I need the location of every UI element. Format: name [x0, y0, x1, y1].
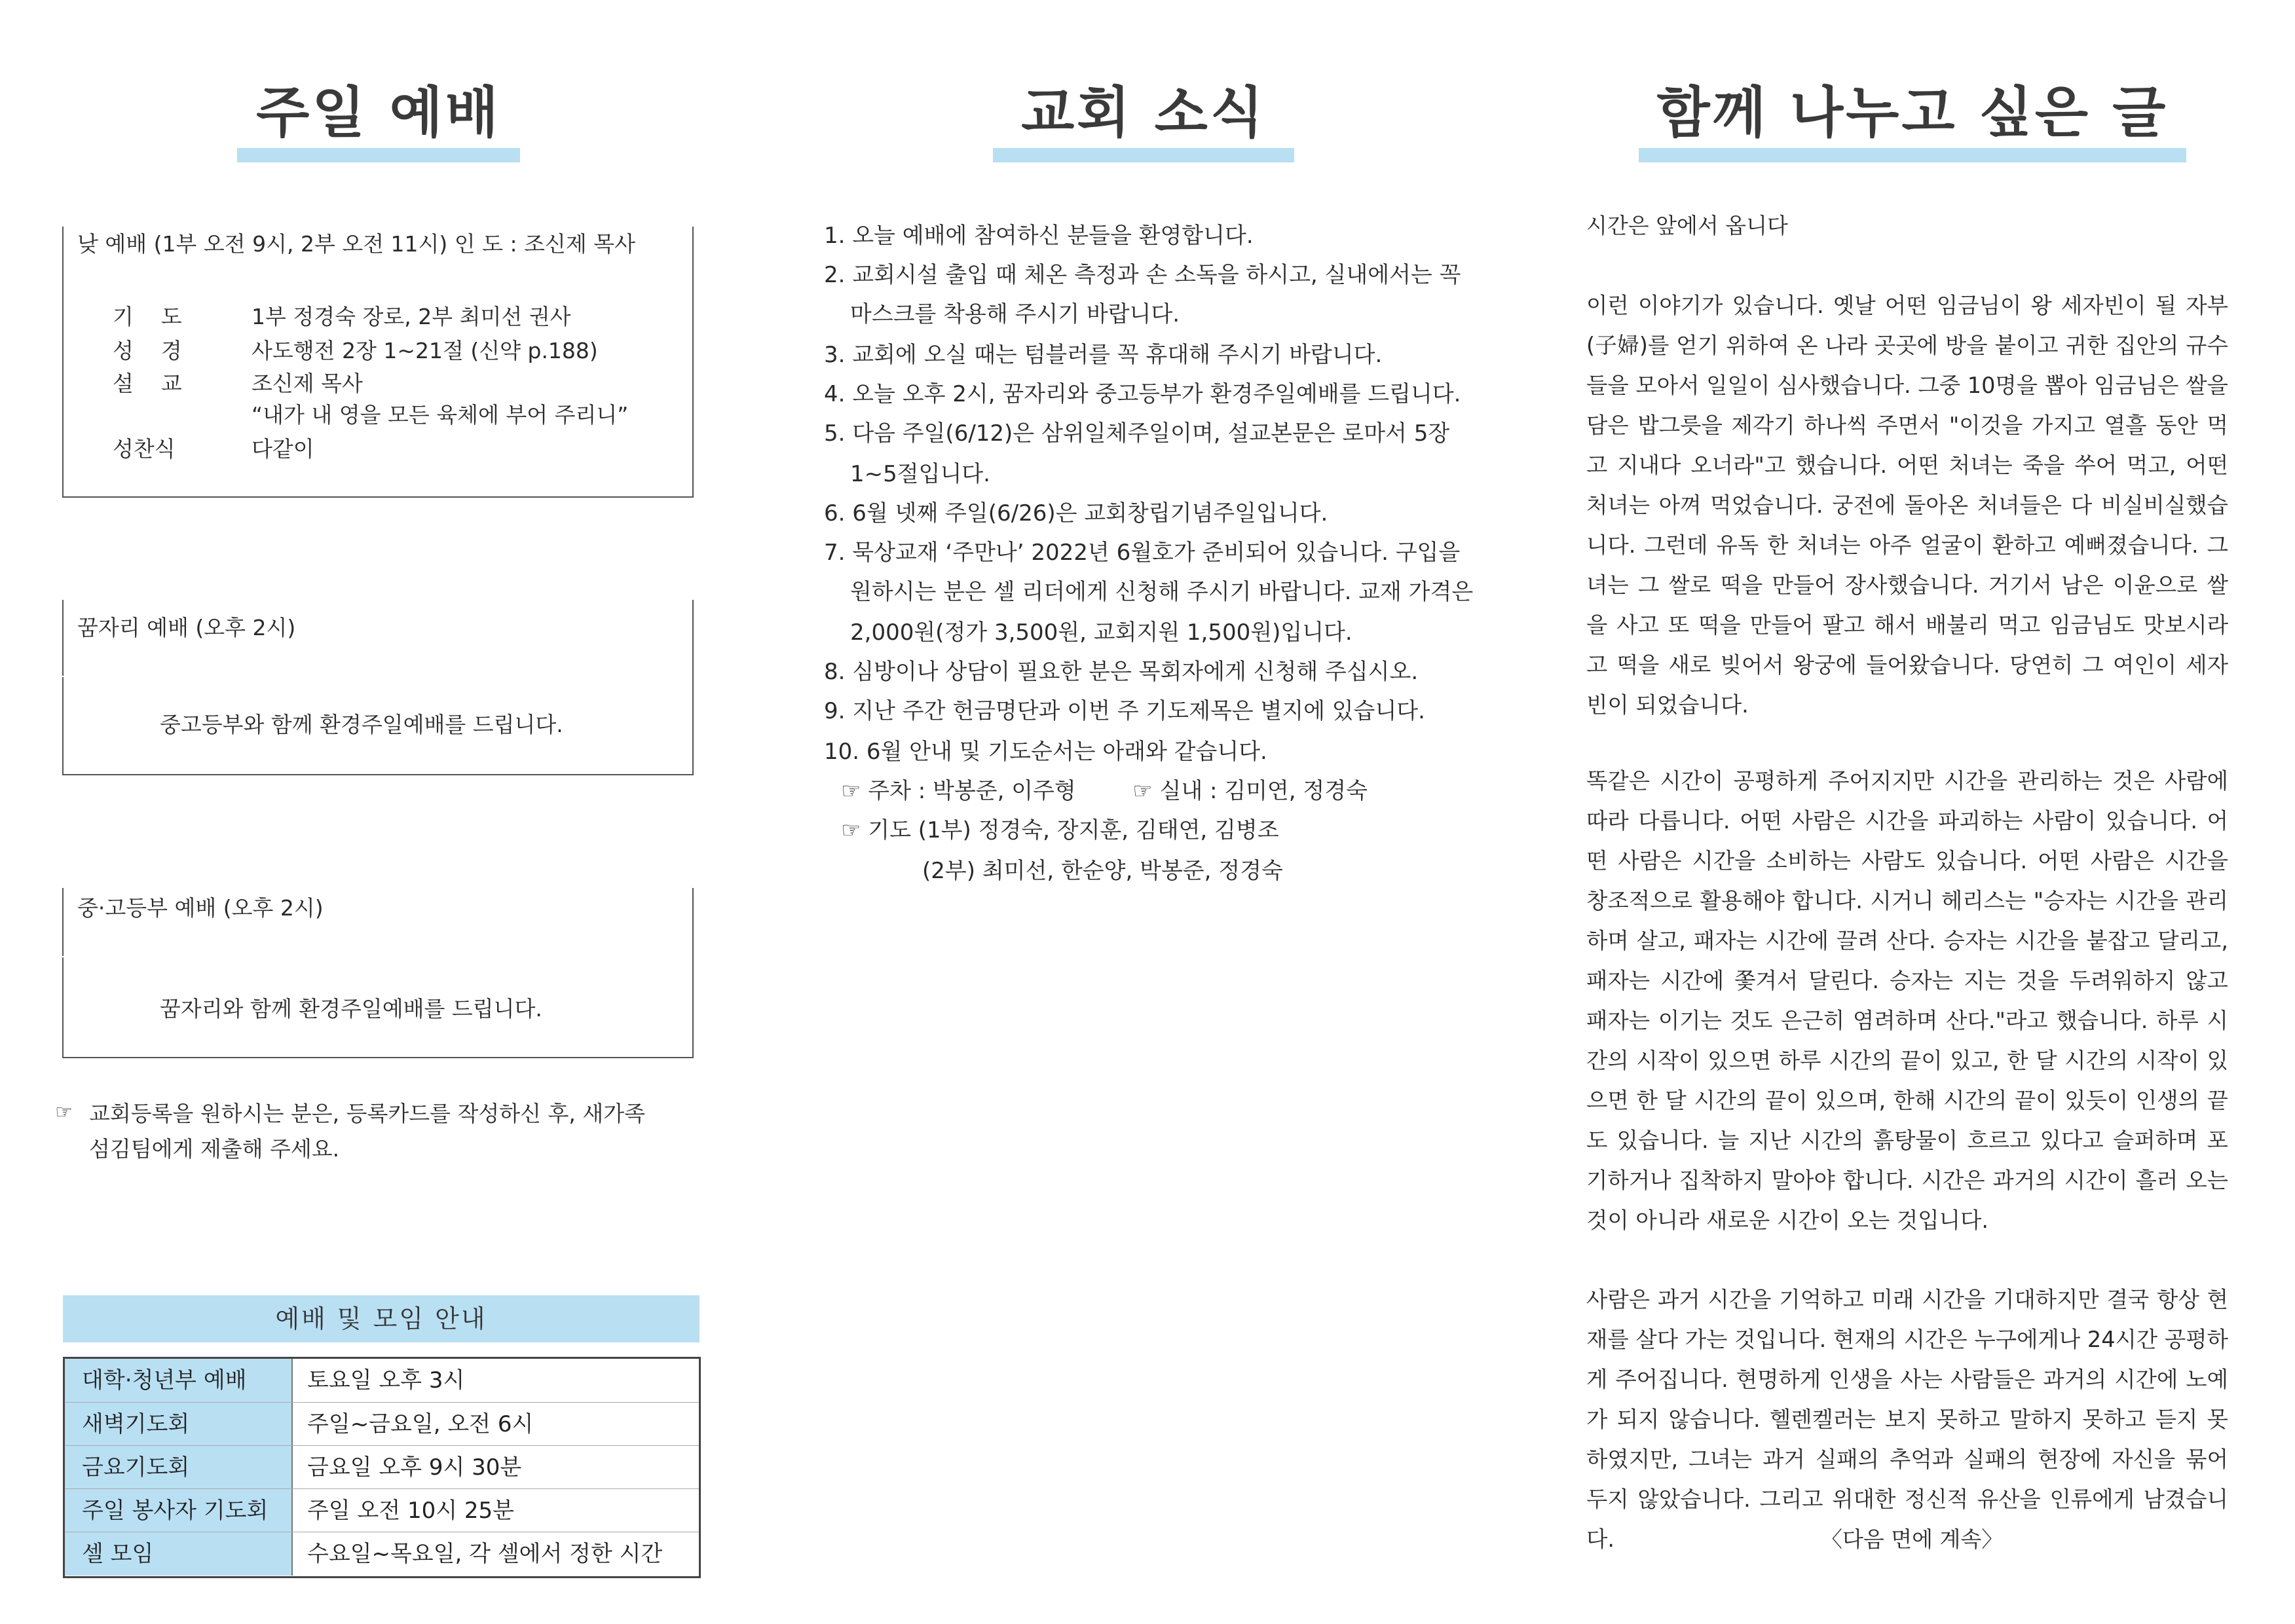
day-worship-header: 낮 예배 (1부 오전 9시, 2부 오전 11시) 인 도 : 조신제 목사 [77, 231, 636, 257]
middle-title-text: 교회 소식 [1021, 81, 1266, 145]
day-worship-label-1: 성 경 [113, 338, 182, 363]
essay-subtitle: 시간은 앞에서 옵니다 [1586, 213, 1788, 238]
youth-box-gap [62, 956, 154, 957]
youth-worship-header: 중·고등부 예배 (오후 2시) [77, 895, 324, 921]
schedule-time: 금요일 오후 9시 30분 [307, 1454, 522, 1481]
news-line-10: 2,000원(정가 3,500원, 교회지원 1,500원)입니다. [850, 619, 1353, 646]
schedule-row [65, 1402, 699, 1446]
news-line-11: 8. 심방이나 상담이 필요한 분은 목회자에게 신청해 주십시오. [824, 659, 1419, 685]
news-line-16: (2부) 최미선, 한순양, 박봉준, 정경숙 [922, 858, 1283, 884]
schedule-time: 토요일 오후 3시 [307, 1367, 465, 1393]
register-note-line1: 교회등록을 원하시는 분은, 등록카드를 작성하신 후, 새가족 [89, 1101, 645, 1126]
news-line-0: 1. 오늘 예배에 참여하신 분들을 환영합니다. [824, 223, 1254, 249]
day-worship-value-4: 다같이 [252, 436, 314, 462]
dream-box-gap [62, 676, 154, 677]
continued-note: 〈다음 면에 계속〉 [1821, 1526, 2004, 1552]
news-line-3: 3. 교회에 오실 때는 텀블러를 꼭 휴대해 주시기 바랍니다. [824, 342, 1383, 368]
day-worship-label-2: 설 교 [113, 371, 182, 396]
news-line-8: 7. 묵상교재 ‘주만나’ 2022년 6월호가 준비되어 있습니다. 구입을 [824, 540, 1461, 566]
left-title-underline [237, 148, 520, 162]
day-worship-value-3: “내가 내 영을 모든 육체에 부어 주리니” [252, 402, 629, 428]
news-line-14: ☞ 주차 : 박봉준, 이주형 ☞ 실내 : 김미연, 정경숙 [841, 778, 1368, 804]
schedule-name: 셀 모임 [65, 1532, 293, 1576]
news-line-4: 4. 오늘 오후 2시, 꿈자리와 중고등부가 환경주일예배를 드립니다. [824, 381, 1461, 407]
day-worship-label-4: 성찬식 [113, 436, 176, 462]
schedule-time: 수요일~목요일, 각 셀에서 정한 시간 [307, 1541, 663, 1567]
right-title [1644, 81, 2181, 145]
left-title-text: 주일 예배 [256, 81, 501, 145]
schedule-name: 주일 봉사자 기도회 [65, 1489, 293, 1532]
schedule-title: 예배 및 모임 안내 [63, 1295, 700, 1342]
news-line-9: 원하시는 분은 셀 리더에게 신청해 주시기 바랍니다. 교재 가격은 [850, 579, 1474, 605]
schedule-name: 금요기도회 [65, 1446, 293, 1489]
day-worship-value-2: 조신제 목사 [252, 371, 363, 396]
dream-worship-header: 꿈자리 예배 (오후 2시) [77, 615, 296, 640]
register-note-line2: 섬김팀에게 제출해 주세요. [89, 1136, 340, 1162]
schedule-row [65, 1359, 699, 1402]
news-line-7: 6. 6월 넷째 주일(6/26)은 교회창립기념주일입니다. [824, 500, 1328, 526]
left-title [237, 81, 520, 145]
schedule-name: 새벽기도회 [65, 1403, 293, 1446]
schedule-row [65, 1488, 699, 1532]
youth-worship-box [62, 888, 694, 1058]
essay-paragraph-1: 이런 이야기가 있습니다. 옛날 어떤 임금님이 왕 세자빈이 될 자부(子婦)를 얻기 위하여 온 나라 곳곳에 방을 붙이고 귀한 집안의 규수들을 모아서 일일이 심사했습니다. 그중 10명을 뽑아 임금님은 쌀을 담은 밥그릇을 제각기 하나씩 주면서 "이것을 가지고 열흘 동안 먹고 지내다 오너라"고 했습니다. 어떤 처녀는 죽을 쑤어 먹고, 어떤 처녀는 아껴 먹었습니다. 궁전에 돌아온 처녀들은 다 비실비실했습니다. 그런데 유독 한 처녀는 아주 얼굴이 환하고 예뻐졌습니다. 그녀는 그 쌀로 떡을 만들어 장사했습니다. 거기서 남은 이윤으로 쌀을 사고 또 떡을 만들어 팔고 해서 배불리 먹고 임금님도 맛보시라고 떡을 새로 빚어서 왕궁에 들어왔습니다. 당연히 그 여인이 세자빈이 되었습니다. [1586, 293, 2228, 718]
pointing-hand-icon: ☞ [55, 1101, 73, 1124]
right-title-underline [1639, 148, 2186, 162]
news-line-1: 2. 교회시설 출입 때 체온 측정과 손 소독을 하시고, 실내에서는 꼭 [824, 262, 1461, 288]
essay-paragraph-3: 사람은 과거 시간을 기억하고 미래 시간을 기대하지만 결국 항상 현재를 살다 가는 것입니다. 현재의 시간은 누구에게나 24시간 공평하게 주어집니다. 현명하게 인생을 사는 사람들은 과거의 시간에 노예가 되지 않습니다. 헬렌켈러는 보지 못하고 말하지 못하고 듣지 못하였지만, 그녀는 과거 실패의 추억과 실패의 현장에 자신을 묶어 두지 않았습니다. 그리고 위대한 정신적 유산을 인류에게 남겼습니다. [1586, 1287, 2228, 1552]
day-worship-value-1: 사도행전 2장 1~21절 (신약 p.188) [252, 338, 598, 363]
news-line-5: 5. 다음 주일(6/12)은 삼위일체주일이며, 설교본문은 로마서 5장 [824, 420, 1450, 447]
schedule-time: 주일~금요일, 오전 6시 [307, 1411, 534, 1437]
day-worship-label-0: 기 도 [113, 304, 182, 329]
schedule-table [63, 1357, 701, 1578]
schedule-time: 주일 오전 10시 25분 [307, 1498, 515, 1524]
day-worship-value-0: 1부 정경숙 장로, 2부 최미선 권사 [252, 304, 571, 329]
youth-worship-body: 꿈자리와 함께 환경주일예배를 드립니다. [160, 996, 542, 1022]
dream-worship-box [62, 600, 694, 775]
news-line-6: 1~5절입니다. [850, 461, 990, 487]
schedule-row [65, 1445, 699, 1489]
news-line-15: ☞ 기도 (1부) 정경숙, 장지훈, 김태연, 김병조 [841, 817, 1279, 843]
middle-title [993, 81, 1294, 145]
middle-title-underline [993, 148, 1294, 162]
schedule-name: 대학·청년부 예배 [65, 1359, 293, 1402]
news-line-12: 9. 지난 주간 헌금명단과 이번 주 기도제목은 별지에 있습니다. [824, 698, 1425, 724]
dream-worship-body: 중고등부와 함께 환경주일예배를 드립니다. [160, 712, 563, 737]
news-line-2: 마스크를 착용해 주시기 바랍니다. [850, 301, 1180, 327]
essay-paragraph-2: 똑같은 시간이 공평하게 주어지지만 시간을 관리하는 것은 사람에 따라 다릅니다. 어떤 사람은 시간을 파괴하는 사람이 있습니다. 어떤 사람은 시간을 소비하는 사람도 있습니다. 어떤 사람은 시간을 창조적으로 활용해야 합니다. 시거니 헤리스는 "승자는 시간을 관리하며 살고, 패자는 시간에 끌려 산다. 승자는 시간을 붙잡고 달리고, 패자는 시간에 쫓겨서 달린다. 승자는 지는 것을 두려워하지 않고 패자는 이기는 것도 은근히 염려하며 산다."라고 했습니다. 하루 시간의 시작이 있으면 하루 시간의 끝이 있고, 한 달 시간의 시작이 있으면 한 달 시간의 끝이 있으며, 한해 시간의 끝이 있듯이 인생의 끝도 있습니다. 늘 지난 시간의 흙탕물이 흐르고 있다고 슬퍼하며 포기하거나 집착하지 말아야 합니다. 시간은 과거의 시간이 흘러 오는 것이 아니라 새로운 시간이 오는 것입니다. [1586, 768, 2228, 1233]
schedule-row [65, 1532, 699, 1576]
right-title-text: 함께 나누고 싶은 글 [1656, 81, 2169, 145]
news-line-13: 10. 6월 안내 및 기도순서는 아래와 같습니다. [824, 739, 1267, 765]
